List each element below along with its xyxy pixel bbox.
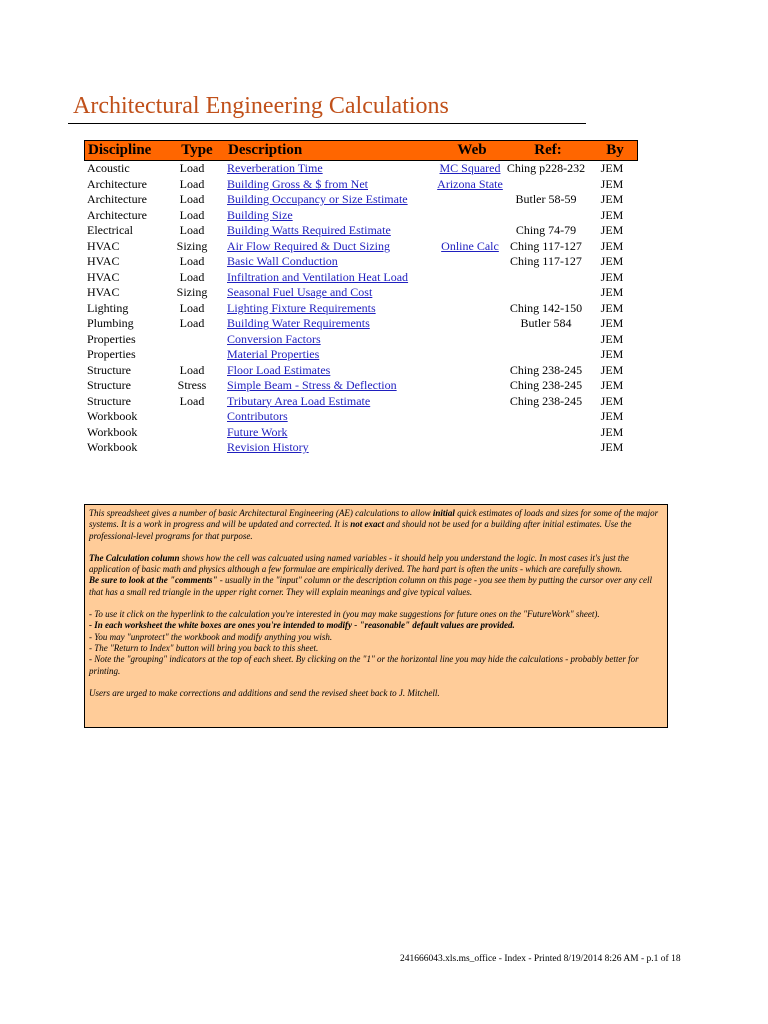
cell-web xyxy=(434,177,506,192)
cell-discipline: Structure xyxy=(87,378,131,392)
page-title: Architectural Engineering Calculations xyxy=(73,93,449,119)
web-link[interactable]: Arizona State xyxy=(437,176,503,191)
cell-author: JEM xyxy=(600,161,624,175)
cell-discipline: Workbook xyxy=(87,409,138,423)
cell-type: Load xyxy=(179,316,205,330)
calculation-link[interactable]: Building Watts Required Estimate xyxy=(227,223,391,237)
cell-discipline: Structure xyxy=(87,393,131,408)
note-paragraph-corrections: Users are urged to make corrections and additions and send the revised sheet back to J. Mitchell. xyxy=(89,687,440,698)
web-link[interactable]: Online Calc xyxy=(441,238,499,253)
cell-type: Load xyxy=(179,161,205,175)
table-row xyxy=(84,285,638,301)
web-link[interactable]: MC Squared xyxy=(439,161,501,175)
cell-author: JEM xyxy=(600,440,624,454)
cell-discipline: HVAC xyxy=(87,269,120,284)
cell-description xyxy=(227,316,370,331)
table-row xyxy=(84,223,638,239)
cell-author: JEM xyxy=(600,316,624,330)
cell-author: JEM xyxy=(600,285,624,299)
note-item-unprotect: - You may "unprotect" the workbook and modify anything you wish. xyxy=(89,631,333,642)
calculation-link[interactable]: Lighting Fixture Requirements xyxy=(227,300,376,315)
cell-type: Load xyxy=(179,223,205,237)
cell-type: Load xyxy=(179,176,205,191)
cell-description xyxy=(227,177,368,192)
cell-description xyxy=(227,254,338,269)
cell-discipline: Properties xyxy=(87,347,136,361)
note-text: and should not be used for a building after initial estimates. Use the professional-level programs for that purpose. xyxy=(89,519,632,541)
note-paragraph-comments xyxy=(89,575,663,598)
cell-discipline: HVAC xyxy=(87,254,120,268)
note-item-hyperlink: - To use it click on the hyperlink to the calculation you're interested in (you may make suggestions for future ones on the "FutureWork" sheet). xyxy=(89,609,600,620)
cell-author: JEM xyxy=(600,331,624,346)
cell-type: Load xyxy=(179,207,205,222)
note-paragraph-intro xyxy=(89,508,663,542)
cell-reference: Butler 584 xyxy=(520,316,572,330)
table-body xyxy=(84,161,638,456)
cell-description xyxy=(227,332,321,347)
calculation-link[interactable]: Reverberation Time xyxy=(227,161,323,175)
cell-type: Sizing xyxy=(176,285,208,299)
calculation-link[interactable]: Building Water Requirements xyxy=(227,316,370,330)
cell-author: JEM xyxy=(600,176,624,191)
calculation-link[interactable]: Building Gross & $ from Net xyxy=(227,176,368,191)
cell-description xyxy=(227,223,391,238)
note-emphasis: - In each worksheet the white boxes are ones you're intended to modify - "reasonable" default values are provided. xyxy=(89,620,515,631)
cell-author: JEM xyxy=(600,192,624,206)
cell-type: Load xyxy=(179,269,205,284)
cell-description xyxy=(227,347,319,362)
cell-type: Load xyxy=(179,300,205,315)
calculation-link[interactable]: Air Flow Required & Duct Sizing xyxy=(227,238,390,253)
calculation-link[interactable]: Floor Load Estimates xyxy=(227,362,331,377)
calculation-link[interactable]: Infiltration and Ventilation Heat Load xyxy=(227,269,409,284)
note-emphasis: not exact xyxy=(350,519,384,530)
calculations-index-table xyxy=(84,140,638,456)
instructions-box xyxy=(84,504,668,728)
cell-author: JEM xyxy=(600,207,624,222)
table-row xyxy=(84,239,638,255)
cell-description xyxy=(227,208,293,223)
table-row xyxy=(84,208,638,224)
cell-reference: Ching 238-245 xyxy=(509,378,583,392)
table-row xyxy=(84,363,638,379)
cell-reference: Ching 74-79 xyxy=(515,223,577,237)
table-row xyxy=(84,270,638,286)
cell-type: Sizing xyxy=(176,238,208,253)
cell-author: JEM xyxy=(600,393,624,408)
header-description: Description xyxy=(228,142,303,158)
cell-author: JEM xyxy=(600,409,624,423)
cell-description xyxy=(227,161,323,176)
title-underline xyxy=(68,123,586,124)
header-ref: Ref: xyxy=(534,142,562,158)
cell-author: JEM xyxy=(600,223,624,237)
cell-type: Load xyxy=(179,362,205,377)
cell-author: JEM xyxy=(600,362,624,377)
cell-description xyxy=(227,285,372,300)
cell-description xyxy=(227,409,288,424)
note-item-return-index: - The "Return to Index" button will bring you back to this sheet. xyxy=(89,642,319,653)
calculation-link[interactable]: Conversion Factors xyxy=(227,331,321,346)
calculation-link[interactable]: Contributors xyxy=(227,409,288,423)
cell-author: JEM xyxy=(600,238,624,253)
note-text: This spreadsheet gives a number of basic Architectural Engineering (AE) calculations to allow xyxy=(89,508,433,518)
calculation-link[interactable]: Building Occupancy or Size Estimate xyxy=(227,192,408,206)
calculation-link[interactable]: Future Work xyxy=(227,424,288,439)
cell-description xyxy=(227,394,370,409)
cell-discipline: Acoustic xyxy=(87,161,130,175)
table-row xyxy=(84,394,638,410)
table-row xyxy=(84,332,638,348)
cell-description xyxy=(227,425,287,440)
calculation-link[interactable]: Revision History xyxy=(227,440,309,454)
cell-discipline: Plumbing xyxy=(87,316,134,330)
table-row xyxy=(84,425,638,441)
note-text: shows how the cell was calcuated using named variables - it should help you understand the logic. In most cases it's just the application of basic math and physics although a few formulae are empirically derived. The hard part is often the units - which are carefully shown. xyxy=(89,552,629,575)
cell-discipline: Lighting xyxy=(87,300,129,315)
cell-discipline: Architecture xyxy=(87,192,147,206)
table-row xyxy=(84,409,638,425)
cell-discipline: Workbook xyxy=(87,424,138,439)
calculation-link[interactable]: Material Properties xyxy=(227,347,320,361)
note-paragraph-calculation xyxy=(89,553,663,576)
table-row xyxy=(84,177,638,193)
calculation-link[interactable]: Seasonal Fuel Usage and Cost xyxy=(227,285,373,299)
note-item-grouping: - Note the "grouping" indicators at the top of each sheet. By clicking on the "1" or the horizontal line you may hide the calculations - probably better for printing. xyxy=(89,654,639,676)
cell-author: JEM xyxy=(600,347,624,361)
table-row xyxy=(84,316,638,332)
note-emphasis: initial xyxy=(432,508,455,518)
header-by: By xyxy=(606,142,624,158)
cell-description xyxy=(227,440,309,455)
cell-discipline: Architecture xyxy=(87,207,147,222)
cell-discipline: HVAC xyxy=(87,285,120,299)
cell-description xyxy=(227,270,408,285)
table-row xyxy=(84,254,638,270)
cell-description xyxy=(227,363,330,378)
header-type: Type xyxy=(181,142,213,158)
cell-reference: Ching p228-232 xyxy=(506,161,586,175)
table-row xyxy=(84,161,638,177)
cell-reference: Butler 58-59 xyxy=(515,192,577,206)
cell-discipline: Architecture xyxy=(87,176,147,191)
cell-reference: Ching 238-245 xyxy=(509,362,583,377)
cell-reference: Ching 142-150 xyxy=(509,300,583,315)
cell-description xyxy=(227,192,408,207)
cell-description xyxy=(227,378,397,393)
note-emphasis: The Calculation column xyxy=(89,552,180,563)
cell-web xyxy=(434,239,506,254)
cell-author: JEM xyxy=(600,424,624,439)
print-footer: 241666043.xls.ms_office - Index - Printed 8/19/2014 8:26 AM - p.1 of 18 xyxy=(400,954,681,964)
note-text: - usually in the "input" column or the description column on this page - you see them by putting the cursor over any cell that has a small red triangle in the upper right corner. They will explain meanings and give typical values. xyxy=(89,575,652,597)
cell-author: JEM xyxy=(600,300,624,315)
cell-type: Load xyxy=(179,254,205,268)
note-text: quick estimates of loads and sizes for some of the major systems. It is a work in progress and will be updated and corrected. It is xyxy=(89,508,659,530)
table-row xyxy=(84,440,638,456)
cell-discipline: Workbook xyxy=(87,440,138,454)
cell-reference: Ching 117-127 xyxy=(510,238,582,253)
cell-reference: Ching 238-245 xyxy=(509,393,583,408)
header-web: Web xyxy=(457,142,487,158)
cell-author: JEM xyxy=(600,254,624,268)
cell-type: Stress xyxy=(177,378,207,392)
cell-author: JEM xyxy=(600,378,624,392)
cell-author: JEM xyxy=(600,269,624,284)
header-discipline: Discipline xyxy=(88,142,152,158)
calculation-link[interactable]: Tributary Area Load Estimate xyxy=(227,393,371,408)
cell-discipline: Electrical xyxy=(87,223,133,237)
cell-discipline: Properties xyxy=(87,331,136,346)
cell-web xyxy=(434,161,506,176)
calculation-link[interactable]: Building Size xyxy=(227,207,293,222)
cell-reference: Ching 117-127 xyxy=(510,254,582,268)
cell-discipline: HVAC xyxy=(87,238,120,253)
cell-type: Load xyxy=(179,393,205,408)
note-item-white-boxes xyxy=(89,620,663,631)
table-row xyxy=(84,378,638,394)
cell-description xyxy=(227,301,376,316)
note-emphasis: Be sure to look at the "comments" xyxy=(89,575,218,586)
cell-description xyxy=(227,239,390,254)
calculation-link[interactable]: Basic Wall Conduction xyxy=(227,254,338,268)
table-row xyxy=(84,192,638,208)
cell-discipline: Structure xyxy=(87,362,131,377)
cell-type: Load xyxy=(179,192,205,206)
table-header xyxy=(84,140,638,161)
table-row xyxy=(84,347,638,363)
calculation-link[interactable]: Simple Beam - Stress & Deflection xyxy=(227,378,397,392)
table-row xyxy=(84,301,638,317)
